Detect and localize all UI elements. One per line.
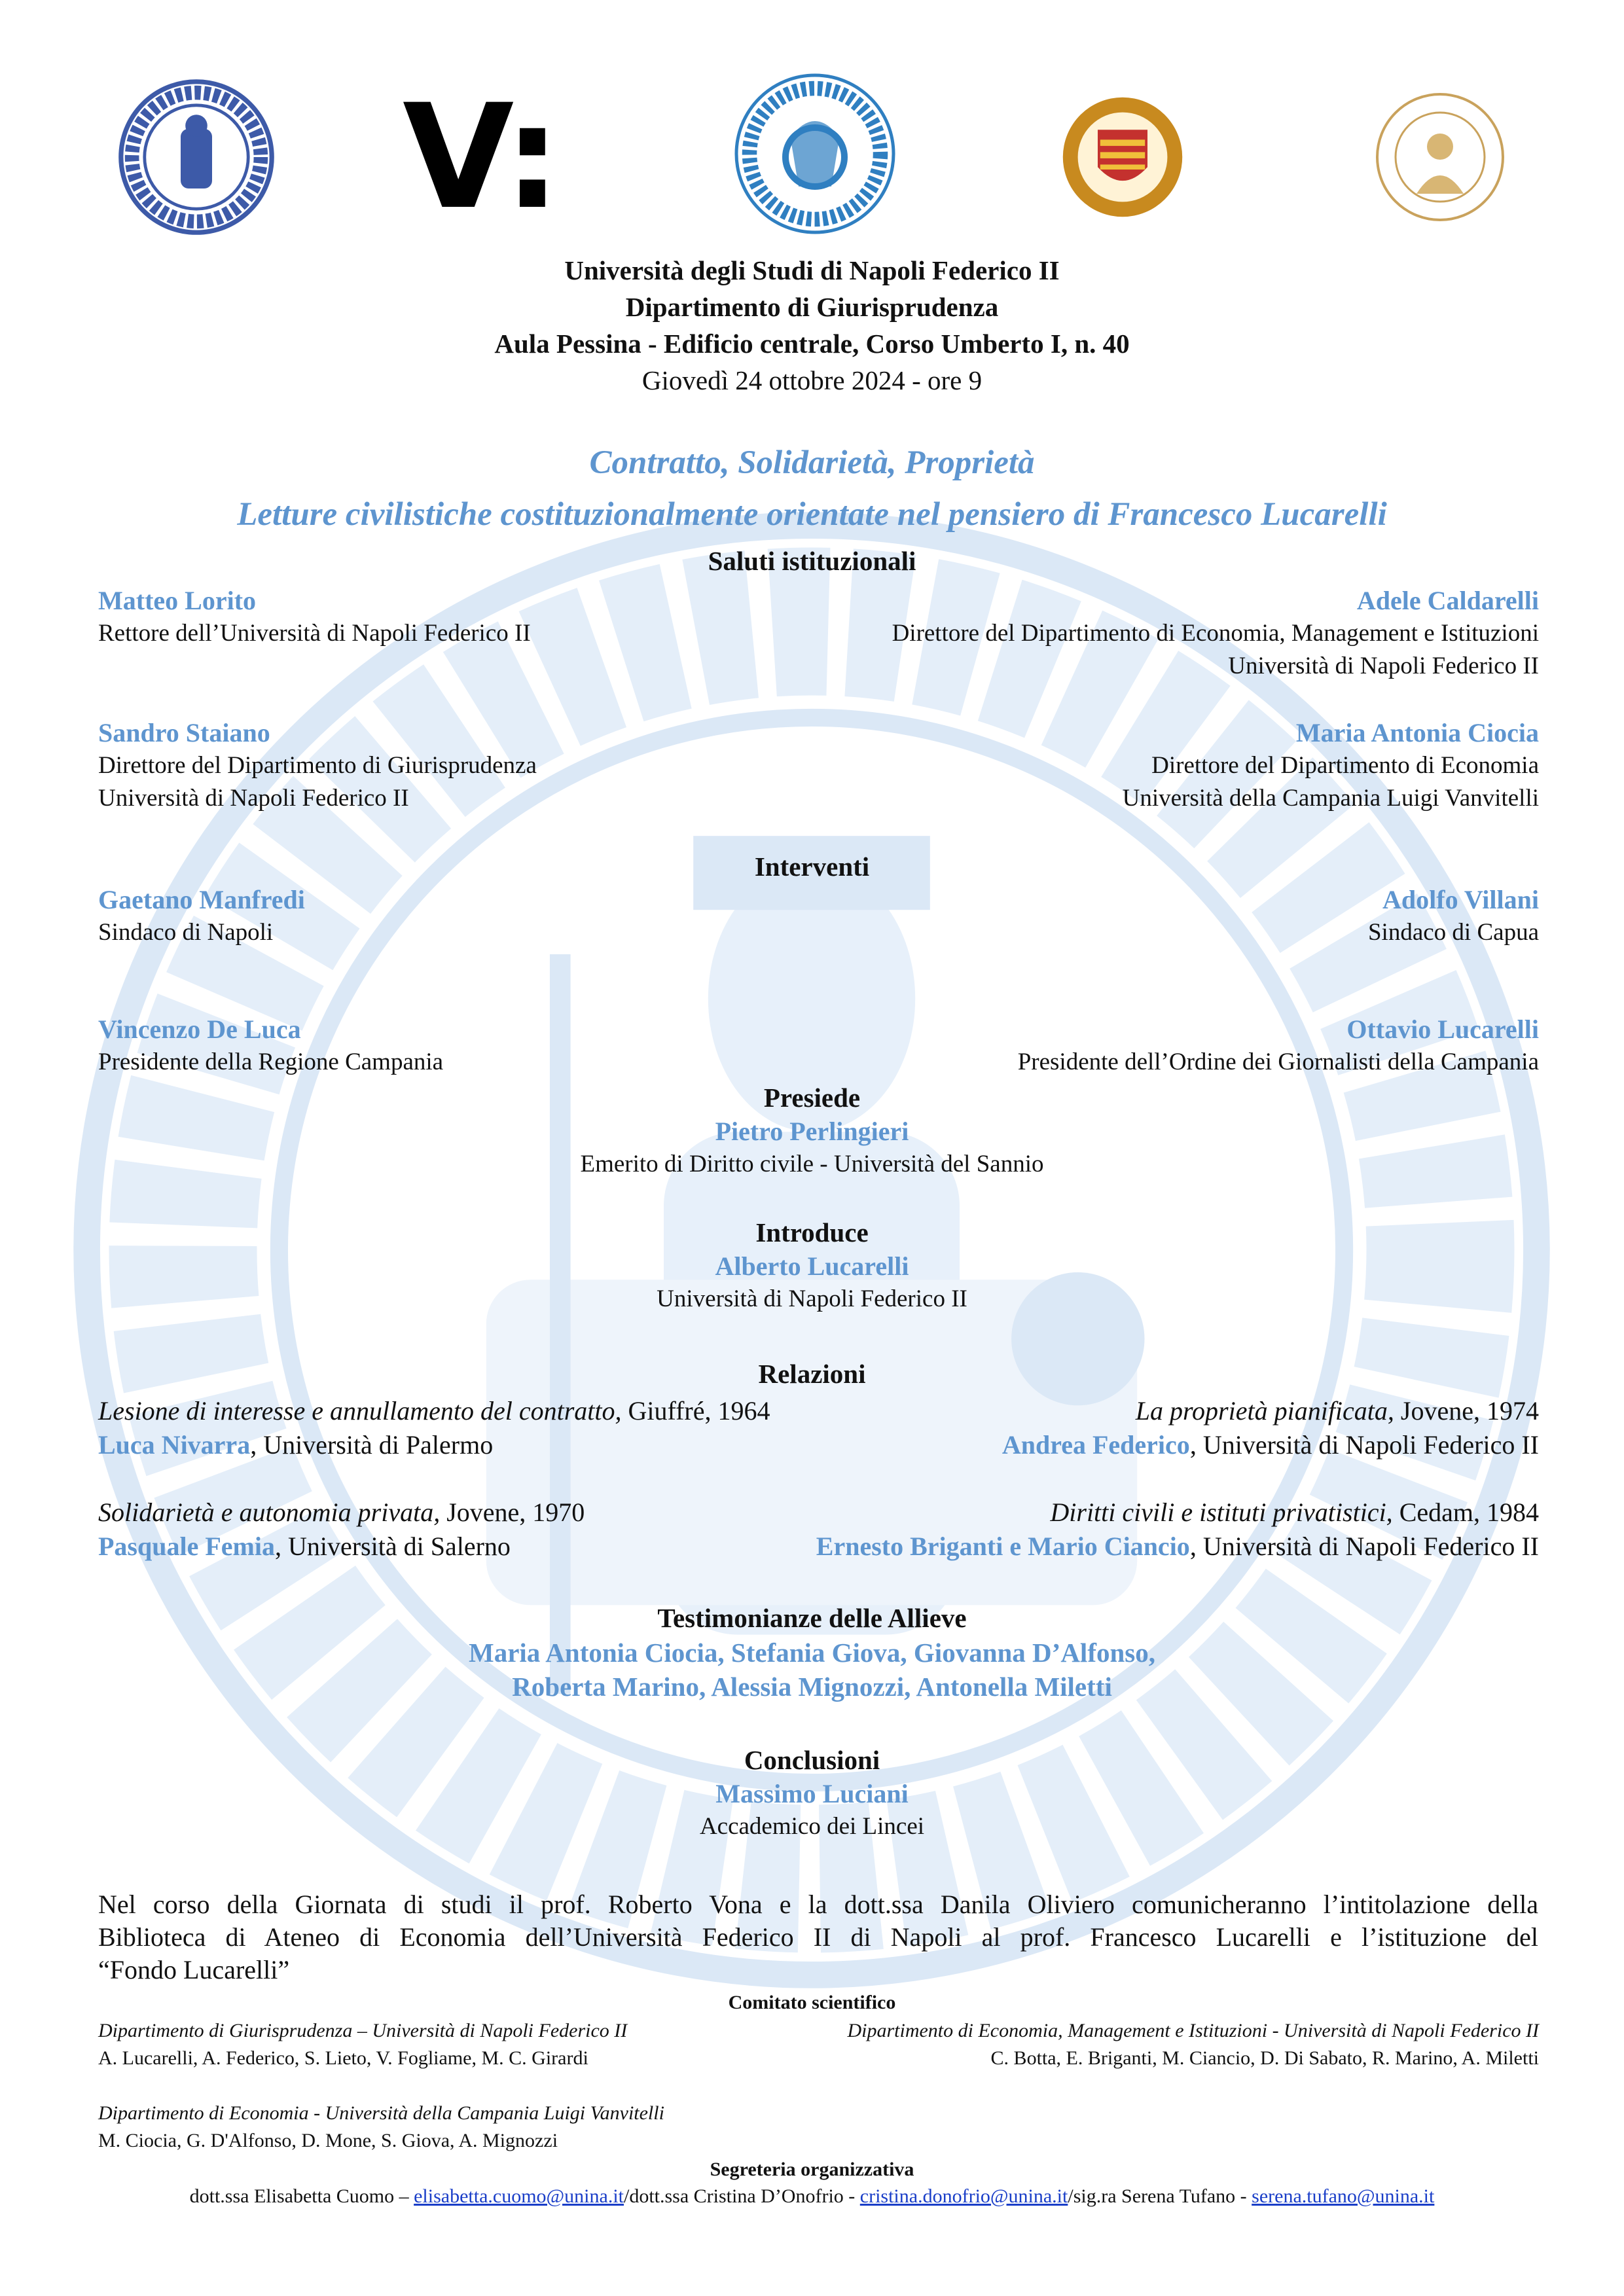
note-line: Biblioteca di Ateneo di Economia dell’Università Federico II di Napoli al prof. Francesco Lucarelli e l’istituzione del [98,1922,1538,1952]
speaker-role: Presidente dell’Ordine dei Giornalisti della Campania [1017,1049,1539,1075]
introduce-heading: Introduce [755,1217,869,1247]
presiede-heading: Presiede [763,1083,861,1113]
speaker-name: Pasquale Femia [98,1532,275,1561]
relazione-1 [98,1394,770,1462]
chair-role: Emerito di Diritto civile - Università del Sannio [580,1151,1044,1177]
university-name: Università degli Studi di Napoli Federico II [564,255,1060,285]
speaker-name: Adolfo Villani [1382,885,1539,914]
work-publisher: Cedam, 1984 [1392,1498,1539,1527]
conclusioni-section [0,1742,1624,1843]
speaker-role: Direttore del Dipartimento di Economia, Management e Istituzioni [892,620,1539,647]
work-title: Diritti civili e istituti privatistici, [1050,1498,1393,1527]
introduce-section [0,1215,1624,1316]
unina-seal-logo [118,79,275,236]
introducer-role: Università di Napoli Federico II [657,1285,967,1312]
speaker-role: Rettore dell’Università di Napoli Federico II [98,620,531,647]
email-link[interactable]: serena.tufano@unina.it [1252,2185,1435,2207]
unisannio-seal-logo [1375,92,1506,223]
segreteria-contacts [0,2183,1624,2210]
event-subtitle: Letture civilistiche costituzionalmente orientate nel pensiero di Francesco Lucarelli [237,496,1387,533]
note-line: “Fondo Lucarelli” [98,1955,290,1984]
saluti-right-1 [892,584,1539,683]
committee-department: Dipartimento di Economia - Università della Campania Luigi Vanvitelli [98,2102,664,2124]
committee-members: M. Ciocia, G. D'Alfonso, D. Mone, S. Giova, A. Mignozzi [98,2130,558,2151]
presiede-section [0,1080,1624,1181]
work-publisher: Jovene, 1974 [1394,1396,1539,1426]
relazione-3 [98,1496,585,1564]
email-link[interactable]: elisabetta.cuomo@unina.it [414,2185,624,2207]
committee-department: Dipartimento di Giurisprudenza – Università di Napoli Federico II [98,2020,628,2041]
speaker-affiliation: , Università di Napoli Federico II [1189,1430,1539,1460]
speaker-affiliation: , Università di Napoli Federico II [1189,1532,1539,1561]
venue: Aula Pessina - Edificio centrale, Corso Umberto I, n. 40 [494,329,1130,359]
relazione-2 [1002,1394,1539,1462]
testimonianze-names-line2: Roberta Marino, Alessia Mignozzi, Antonella Miletti [512,1672,1112,1702]
department-name: Dipartimento di Giurisprudenza [625,292,999,322]
speaker-affiliation: Università di Napoli Federico II [98,785,409,812]
speaker-name: Vincenzo De Luca [98,1014,301,1044]
comitato-left [98,2017,627,2072]
note-line: Nel corso della Giornata di studi il prof. Roberto Vona e la dott.ssa Danila Oliviero comunicheranno l’intitolazione della [98,1890,1538,1919]
note-paragraph [98,1888,1538,1986]
chair-name: Pietro Perlingieri [715,1117,909,1146]
speaker-role: Direttore del Dipartimento di Economia [1151,752,1539,779]
testimonianze-heading: Testimonianze delle Allieve [657,1603,967,1633]
interventi-right-1 [1368,884,1539,949]
committee-members: C. Botta, E. Briganti, M. Ciancio, D. Di Sabato, R. Marino, A. Miletti [990,2047,1539,2069]
speaker-affiliation: , Università di Salerno [274,1532,511,1561]
committee-department: Dipartimento di Economia, Management e Istituzioni - Università di Napoli Federico II [847,2020,1539,2041]
comitato-third [98,2100,664,2155]
speaker-name: Ernesto Briganti e Mario Ciancio [816,1532,1190,1561]
work-publisher: Giuffré, 1964 [621,1396,770,1426]
event-date: Giovedì 24 ottobre 2024 - ore 9 [641,365,983,395]
speaker-name: Maria Antonia Ciocia [1295,718,1539,747]
speaker-name: Matteo Lorito [98,586,257,615]
segreteria-heading: Segreteria organizzativa [710,2159,914,2180]
contact-text: /dott.ssa Cristina D’Onofrio - [623,2185,860,2207]
speaker-name: Ottavio Lucarelli [1346,1014,1539,1044]
relazione-4 [816,1496,1539,1564]
work-title: Solidarietà e autonomia privata, [98,1498,441,1527]
testimonianze-names-line1: Maria Antonia Ciocia, Stefania Giova, Giovanna D’Alfonso, [469,1638,1155,1668]
interventi-left-2 [98,1013,443,1079]
relazioni-heading: Relazioni [758,1359,866,1389]
saluti-left-2 [98,717,537,815]
speaker-role: Sindaco di Napoli [98,919,274,946]
comitato-heading: Comitato scientifico [728,1992,896,2013]
comitato-right [847,2017,1539,2072]
interventi-left-1 [98,884,305,949]
interventi-heading: Interventi [754,852,870,882]
speaker-name: Luca Nivarra [98,1430,251,1460]
contact-text: /sig.ra Serena Tufano - [1068,2185,1252,2207]
email-link[interactable]: cristina.donofrio@unina.it [859,2185,1068,2207]
speaker-name: Sandro Staiano [98,718,270,747]
speaker-role: Sindaco di Capua [1367,919,1539,946]
conclusioni-role: Accademico dei Lincei [699,1813,925,1840]
speaker-affiliation: Università della Campania Luigi Vanvitelli [1122,785,1539,812]
committee-members: A. Lucarelli, A. Federico, S. Lieto, V. Fogliame, M. C. Girardi [98,2047,588,2069]
vanvitelli-logo: V: [403,73,558,241]
university-crest-logo [1060,95,1185,219]
speaker-name: Gaetano Manfredi [98,885,305,914]
interventi-right-2 [1018,1013,1539,1079]
speaker-affiliation: , Università di Palermo [250,1430,494,1460]
saluti-heading: Saluti istituzionali [708,546,916,576]
saluti-left-1 [98,584,531,650]
testimonianze-section [0,1600,1624,1704]
conclusioni-heading: Conclusioni [744,1745,880,1775]
unipa-seal-logo [733,72,897,236]
saluti-right-2 [1123,717,1539,815]
work-publisher: Jovene, 1970 [440,1498,585,1527]
speaker-role: Presidente della Regione Campania [98,1049,444,1075]
introducer-name: Alberto Lucarelli [715,1251,909,1281]
work-title: Lesione di interesse e annullamento del contratto, [98,1396,622,1426]
speaker-affiliation: Università di Napoli Federico II [1228,653,1539,679]
work-title: La proprietà pianificata, [1135,1396,1394,1426]
conclusioni-name: Massimo Luciani [715,1779,909,1808]
speaker-name: Andrea Federico [1001,1430,1190,1460]
event-title: Contratto, Solidarietà, Proprietà [589,444,1035,481]
speaker-role: Direttore del Dipartimento di Giurisprudenza [98,752,537,779]
contact-text: dott.ssa Elisabetta Cuomo – [189,2185,414,2207]
speaker-name: Adele Caldarelli [1356,586,1539,615]
